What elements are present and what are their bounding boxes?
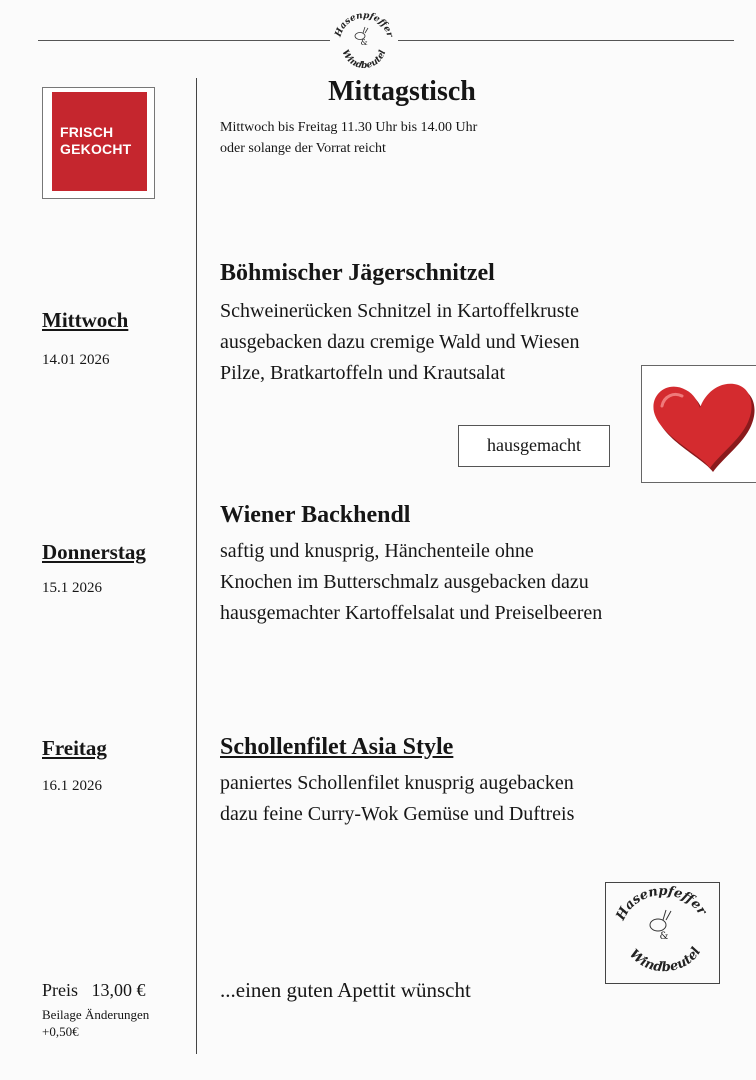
closing-wish: ...einen guten Apettit wünscht [220, 978, 471, 1002]
heart-icon [642, 366, 756, 482]
dish-1-line-1: Schweinerücken Schnitzel in Kartoffelkruste [220, 300, 579, 322]
page-title: Mittagstisch [328, 76, 476, 107]
logo-bottom-text-top: Hasenpfeffer [613, 883, 710, 923]
svg-text:Hasenpfeffer [333, 12, 395, 39]
date-friday: 16.1 2026 [42, 778, 102, 794]
logo-bottom [605, 882, 720, 984]
dish-1-line-3: Pilze, Bratkartoffeln und Krautsalat [220, 362, 506, 384]
dish-description-2 [220, 536, 740, 629]
homemade-tag: hausgemacht [458, 425, 610, 467]
dish-3-line-2: dazu feine Curry-Wok Gemüse und Duftreis [220, 803, 575, 825]
day-wednesday: Mittwoch [42, 308, 129, 332]
badge-line-1: FRISCH [60, 124, 114, 140]
date-wednesday: 14.01 2026 [42, 352, 110, 368]
dish-title-3: Schollenfilet Asia Style [220, 734, 454, 760]
dish-1-line-2: ausgebacken dazu cremige Wald und Wiesen [220, 331, 580, 353]
logo-ampersand: & [360, 38, 368, 47]
logo-bottom-text-bottom: Windbeutel [626, 944, 705, 976]
dish-2-line-2: Knochen im Butterschmalz ausgebacken dazu [220, 571, 589, 593]
date-thursday: 15.1 2026 [42, 580, 102, 596]
dish-title-2: Wiener Backhendl [220, 502, 411, 528]
heart-frame [641, 365, 756, 483]
dish-3-line-1: paniertes Schollenfilet knusprig augebacken [220, 772, 574, 794]
svg-text:Windbeutel [339, 48, 388, 70]
rabbit-logo-icon [606, 883, 719, 983]
dish-2-line-3: hausgemachter Kartoffelsalat und Preiselbeeren [220, 602, 603, 624]
day-thursday: Donnerstag [42, 540, 146, 564]
dish-description-3 [220, 768, 740, 830]
price-label: Preis 13,00 € [42, 980, 146, 1000]
logo-text-top: Hasenpfeffer [333, 12, 395, 39]
hours-line: Mittwoch bis Freitag 11.30 Uhr bis 14.00 Uhr [220, 120, 478, 135]
side-change-note [42, 1006, 149, 1040]
hours-info [220, 117, 560, 159]
logo-text-bottom: Windbeutel [339, 48, 389, 70]
vertical-divider [196, 78, 197, 1054]
svg-text:Windbeutel [626, 945, 704, 975]
dish-2-line-1: saftig und knusprig, Hänchenteile ohne [220, 540, 534, 562]
badge-line-2: GEKOCHT [60, 141, 132, 157]
logo-top [330, 12, 398, 70]
svg-text:Hasenpfeffer [613, 884, 710, 924]
stock-line: oder solange der Vorrat reicht [220, 141, 386, 156]
day-friday: Freitag [42, 736, 107, 760]
logo-bottom-ampersand: & [659, 931, 669, 942]
note-line-2: +0,50€ [42, 1024, 79, 1039]
note-line-1: Beilage Änderungen [42, 1007, 150, 1022]
dish-title-1: Böhmischer Jägerschnitzel [220, 260, 495, 286]
fresh-badge-text [60, 124, 131, 158]
rabbit-logo-icon [330, 12, 398, 70]
